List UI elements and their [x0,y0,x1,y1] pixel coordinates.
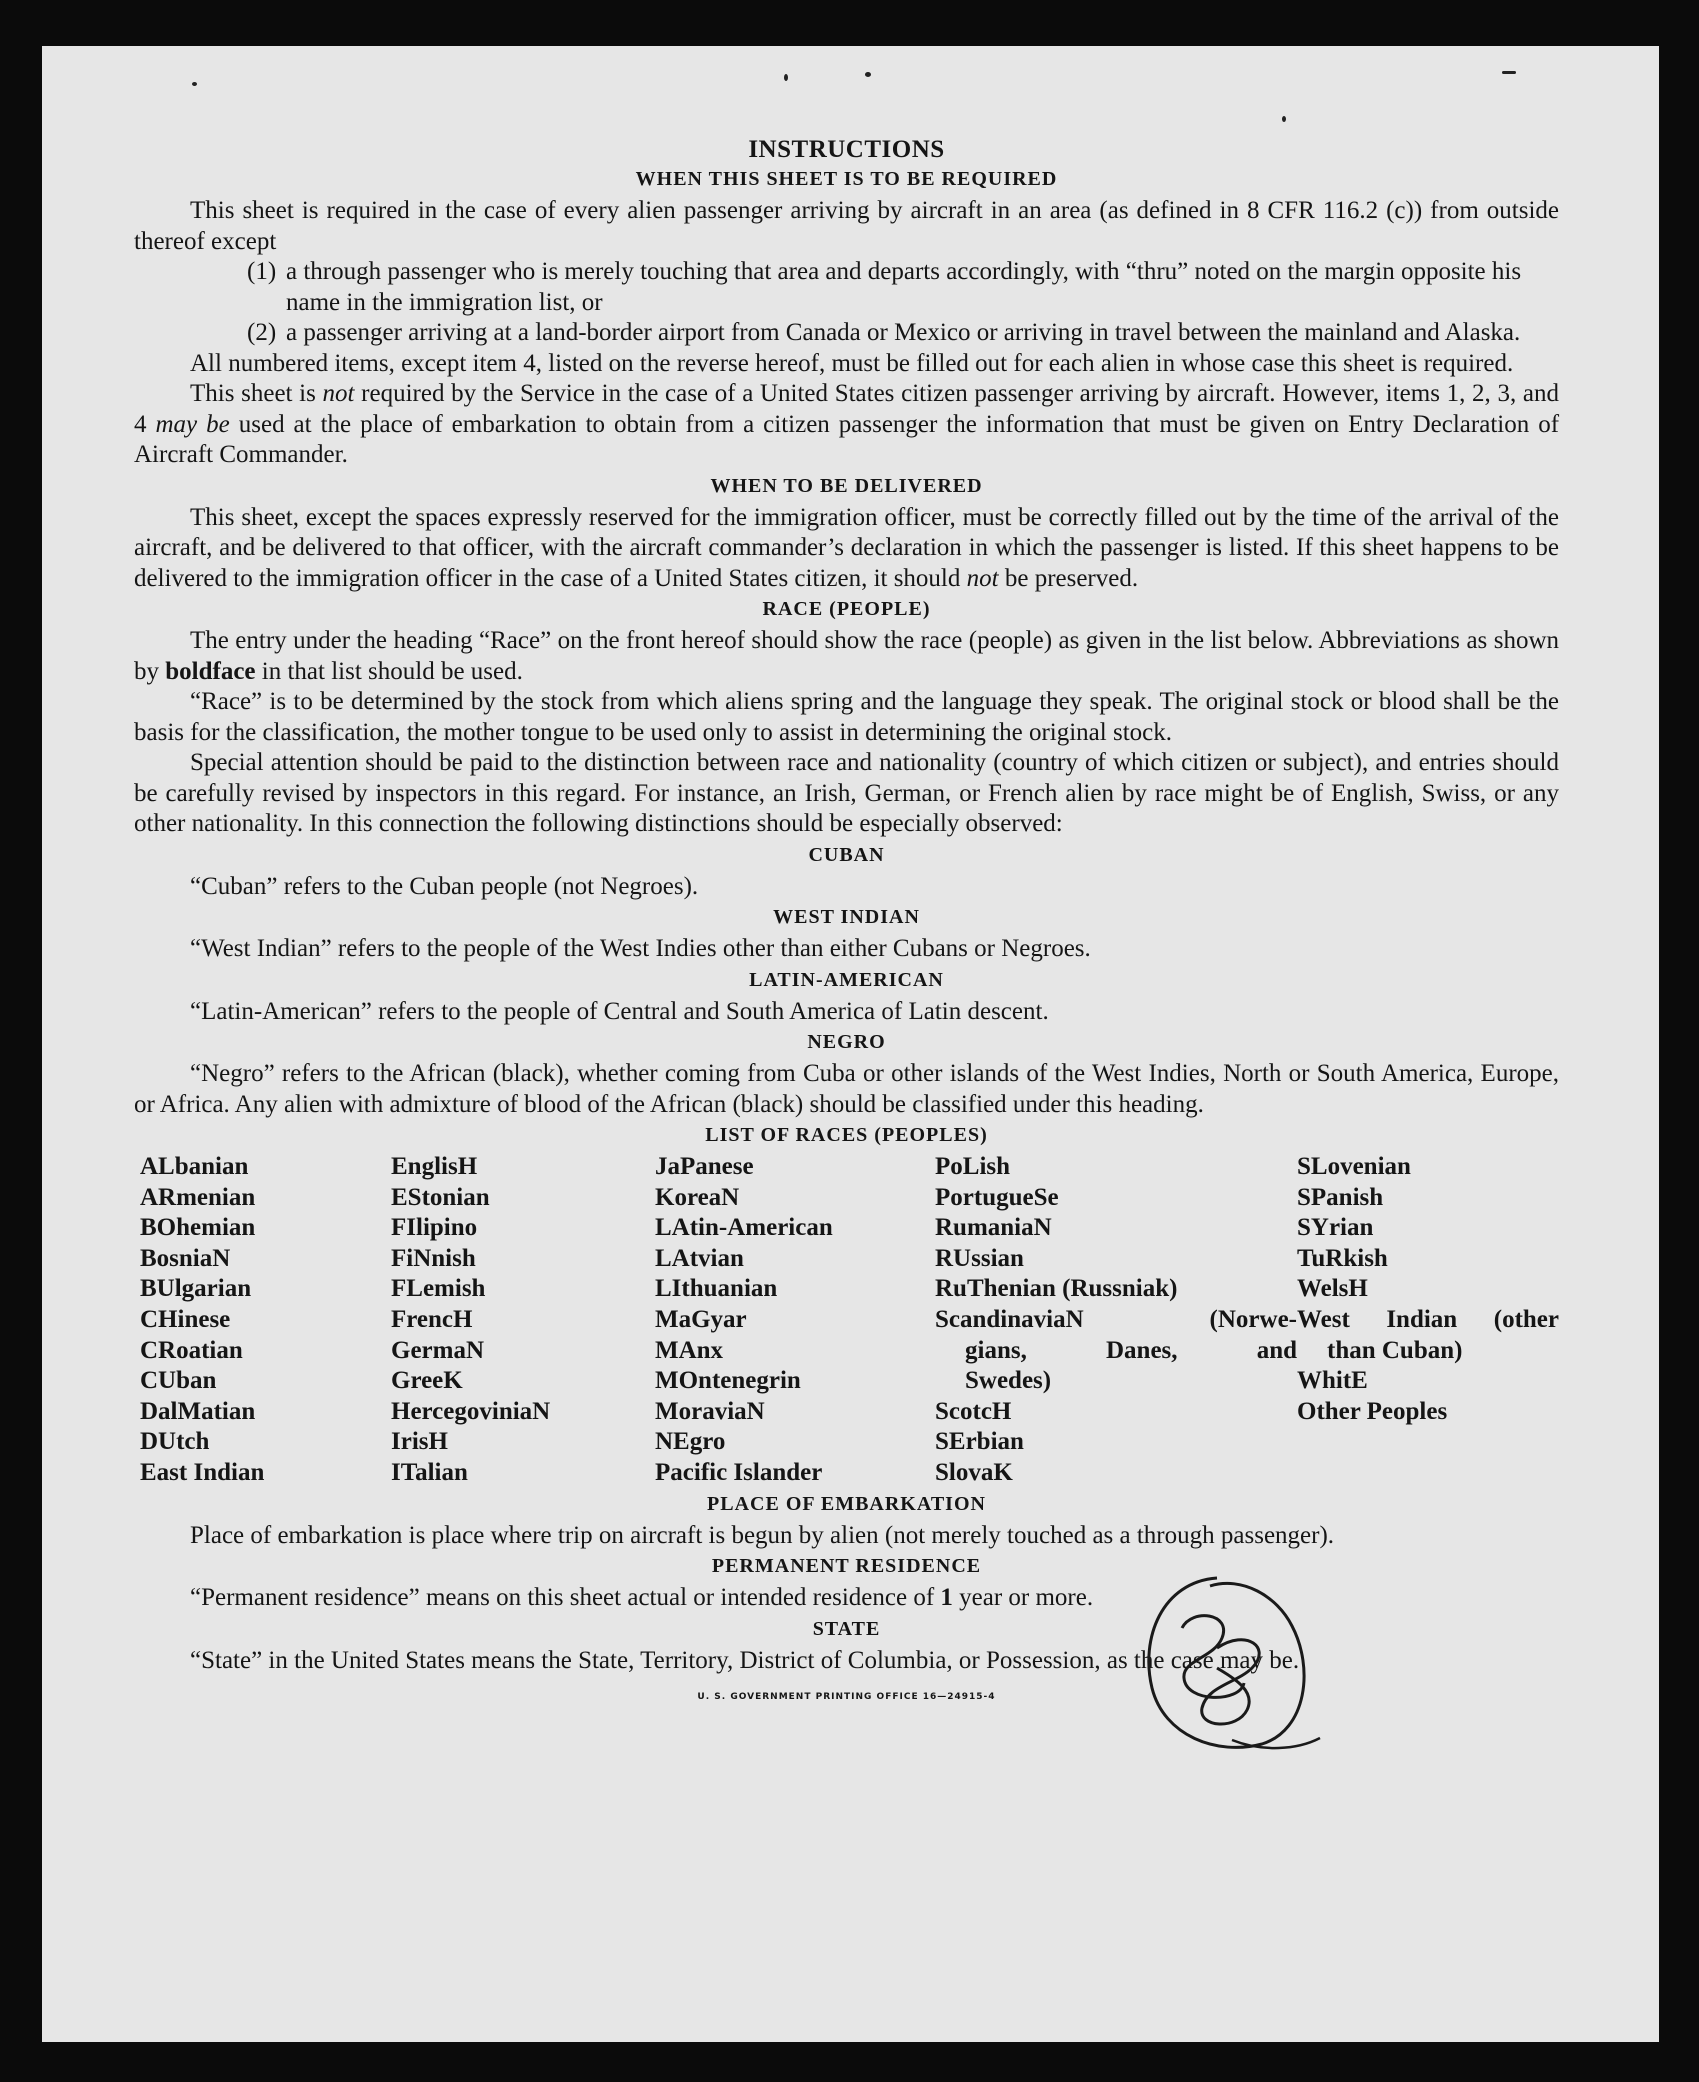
race-column [1297,1152,1559,1489]
race-column [655,1152,935,1489]
race-item: RumaniaN [935,1214,1052,1242]
race-item: gians, Danes, and [965,1336,1297,1364]
race-column [391,1152,655,1489]
race-item: BosniaN [140,1244,231,1272]
race-item: LIthuanian [655,1275,778,1303]
section-heading: WHEN THIS SHEET IS TO BE REQUIRED [635,168,1058,190]
section-heading: CUBAN [808,843,885,866]
race-item: ScandinaviaN (Norwe- [935,1305,1297,1333]
race-item: HercegoviniaN [391,1397,551,1425]
printer-imprint: U. S. GOVERNMENT PRINTING OFFICE 16—24915-4 [697,1692,996,1703]
section-heading: WEST INDIAN [773,906,920,928]
section-heading: LATIN-AMERICAN [749,968,944,991]
paragraph: “Negro” refers to the African (black), whether coming from Cuba or other islands of the West Indies, North or South America, Europe, or Africa. Any alien with admixture of blood of the African (black) should be classified under this heading. [134,1060,1559,1118]
race-item: MoraviaN [655,1397,765,1425]
paragraph: Place of embarkation is place where trip on aircraft is begun by alien (not merely touched as a through passenger). [190,1521,1335,1549]
scan-speck [1282,116,1286,122]
race-column [935,1152,1297,1489]
instruction-sheet [42,46,1659,2042]
race-item: SPanish [1297,1183,1384,1211]
race-item: DalMatian [140,1397,256,1425]
race-item: MaGyar [655,1305,747,1333]
race-item: SErbian [935,1428,1024,1456]
race-item: PortugueSe [935,1183,1059,1211]
paragraph: “State” in the United States means the State, Territory, District of Columbia, or Possession, as the case may be. [190,1646,1300,1674]
race-item: FrencH [391,1305,473,1333]
race-item: PoLish [935,1153,1011,1180]
scan-speck [865,72,871,77]
race-item: BOhemian [140,1214,256,1242]
race-item: IrisH [391,1428,448,1456]
race-item: TuRkish [1297,1244,1388,1272]
race-item: WhitE [1297,1367,1368,1395]
paragraph: “Permanent residence” means on this sheet actual or intended residence of 1 year or more. [190,1584,1094,1612]
list-item-number: (2) [247,319,277,346]
race-item: East Indian [140,1458,265,1486]
race-item: ALbanian [140,1153,249,1180]
race-item: MOntenegrin [655,1367,801,1395]
race-item: RuThenian (Russniak) [935,1275,1178,1303]
race-item: CRoatian [140,1336,243,1364]
paragraph: “West Indian” refers to the people of the West Indies other than either Cubans or Negroes. [190,935,1091,962]
list-item-text: a through passenger who is merely touching that area and departs accordingly, with “thru” noted on the margin opposite his name in the immigration list, or [286,258,1522,316]
race-item: than Cuban) [1327,1336,1463,1364]
race-item: FLemish [391,1275,486,1303]
race-item: LAtin-American [655,1214,833,1242]
section-heading: LIST OF RACES (PEOPLES) [705,1124,988,1146]
race-item: DUtch [140,1428,210,1456]
section-heading: PLACE OF EMBARKATION [707,1492,986,1515]
race-item: CHinese [140,1305,231,1333]
scan-speck [192,82,197,86]
race-list [140,1152,1559,1489]
section-heading: STATE [812,1617,881,1640]
list-item [134,257,1559,318]
section-heading: WHEN TO BE DELIVERED [710,474,983,497]
race-item: EStonian [391,1183,490,1211]
race-item: JaPanese [655,1153,754,1180]
handwritten-circled-number [1122,1568,1322,1768]
paragraph: This sheet, except the spaces expressly reserved for the immigration officer, must be correctly filled out by the time of the arrival of the aircraft, and be delivered to that officer, with the aircraft commander’s declaration in which the passenger is listed. If this sheet happens to be delivered to the immigration officer in the case of a United States citizen, it should not be preserved. [134,503,1559,592]
race-item: GreeK [391,1367,463,1395]
race-item: West Indian (other [1297,1305,1559,1333]
race-item: SlovaK [935,1458,1013,1486]
race-item: GermaN [391,1336,485,1364]
page-title: INSTRUCTIONS [748,136,945,163]
scan-speck [1502,71,1516,74]
paragraph: This sheet is required in the case of every alien passenger arriving by aircraft in an area (as defined in 8 CFR 116.2 (c)) from outside thereof except [134,197,1559,255]
scan-speck [784,74,788,81]
paragraph: “Latin-American” refers to the people of Central and South America of Latin descent. [190,997,1049,1025]
race-item: WelsH [1297,1275,1368,1303]
race-item: SLovenian [1297,1153,1411,1180]
paragraph: The entry under the heading “Race” on the front hereof should show the race (people) as given in the list below. Abbreviations as shown by boldface in that list should be used. [134,627,1559,685]
race-item: ScotcH [935,1397,1012,1425]
race-item: Other Peoples [1297,1397,1448,1425]
race-item: SYrian [1297,1214,1374,1242]
paragraph: This sheet is not required by the Service in the case of a United States citizen passenger arriving by aircraft. However, items 1, 2, 3, and 4 may be used at the place of embarkation to obtain from a citizen passenger the information that must be given on Entry Declaration of Aircraft Commander. [134,380,1560,468]
section-heading: RACE (PEOPLE) [762,598,931,620]
race-item: CUban [140,1367,217,1395]
race-item: FiNnish [391,1244,476,1272]
race-item: ITalian [391,1458,468,1486]
list-item-text: a passenger arriving at a land-border airport from Canada or Mexico or arriving in travel between the mainland and Alaska. [286,319,1521,346]
race-item: MAnx [655,1336,724,1364]
paragraph: “Race” is to be determined by the stock from which aliens spring and the language they speak. The original stock or blood shall be the basis for the classification, the mother tongue to be used only to assist in determining the original stock. [134,688,1559,746]
race-item: NEgro [655,1428,726,1456]
race-item: LAtvian [655,1244,744,1272]
paragraph: All numbered items, except item 4, listed on the reverse hereof, must be filled out for each alien in whose case this sheet is required. [190,349,1514,377]
section-heading: NEGRO [807,1031,886,1053]
race-item: Swedes) [965,1367,1052,1395]
paragraph: “Cuban” refers to the Cuban people (not Negroes). [190,872,699,900]
list-item-number: (1) [247,258,277,285]
section-heading: PERMANENT RESIDENCE [711,1555,982,1578]
paragraph: Special attention should be paid to the distinction between race and nationality (country of which citizen or subject), and entries should be carefully revised by inspectors in this regard. For instance, an Irish, German, or French alien by race might be of English, Swiss, or any other nationality. In this connection the following distinctions should be especially observed: [134,749,1559,837]
race-item: FIlipino [391,1214,478,1242]
race-item: ARmenian [140,1183,256,1211]
race-item: KoreaN [655,1183,740,1211]
race-item: RUssian [935,1244,1024,1272]
race-item: EnglisH [391,1153,478,1180]
race-column [140,1152,391,1489]
list-item [134,318,1559,349]
race-item: Pacific Islander [655,1458,823,1486]
race-item: BUlgarian [140,1275,252,1303]
